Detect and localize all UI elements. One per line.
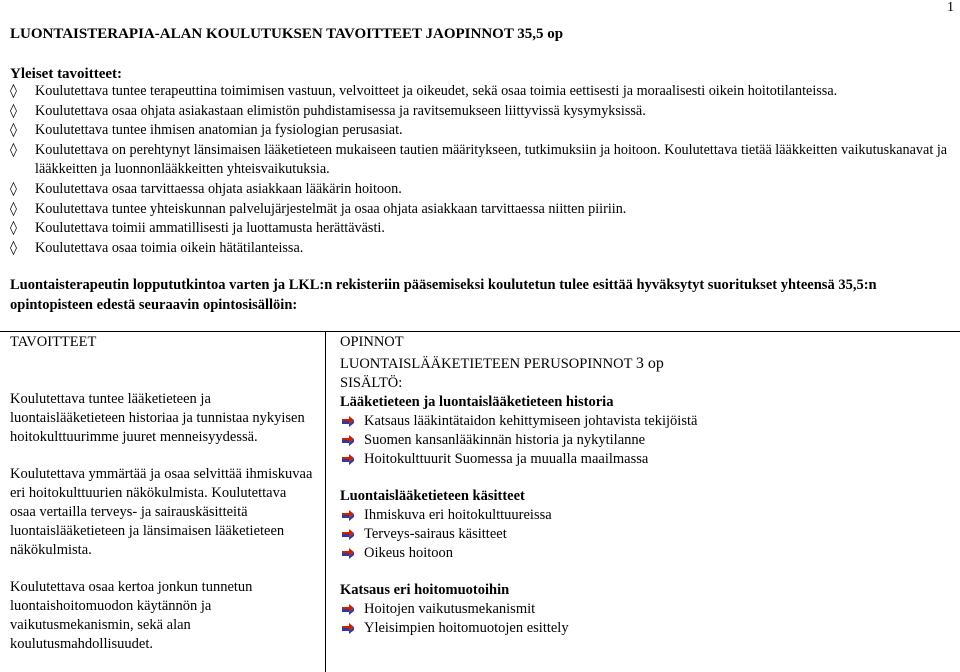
goals-column-header: TAVOITTEET [10,334,97,350]
course-credits: 3 op [635,355,664,372]
general-goal-text: Koulutettava tuntee yhteiskunnan palvelujärjestelmät ja osaa ohjata asiakkaan tarvittaessa niitten piiriin. [35,200,627,217]
general-goal-text: Koulutettava osaa toimia oikein hätätilanteissa. [35,239,304,256]
diamond-outline-icon: ◊ [10,102,17,119]
list-item [340,544,940,563]
diamond-outline-icon: ◊ [10,83,17,99]
section-list [340,600,940,638]
list-item-text: Terveys-sairaus käsitteet [364,526,507,542]
list-item [340,600,940,619]
arrow-bullet-icon [342,509,354,521]
diamond-outline-icon: ◊ [10,180,17,197]
list-item [340,431,940,450]
general-goal-item [10,239,955,259]
general-goal-text: Koulutettava on perehtynyt länsimaisen lääketieteen mukaiseen tautien määritykseen, tutkimuksiin ja hoitoon. Koulutettava tietää lääkkeitten vaikutuskanavat ja lääkkeitten ja luonnonlääkkeitten yhteisvaikutuksia. [35,141,948,178]
general-goal-item [10,141,955,180]
diamond-outline-icon: ◊ [10,220,17,237]
diamond-outline-icon: ◊ [10,141,17,158]
page-number: 1 [947,0,954,15]
intro-text: Luontaisterapeutin loppututkintoa varten ja LKL:n rekisteriin pääsemiseksi koulutetun tulee esittää hyväksytyt suoritukset yhteensä 35,5:n opintopisteen edestä seuraavin opintosisällöin: [10,277,877,313]
goals-column [10,333,315,654]
list-item [340,412,940,431]
list-item [340,450,940,469]
list-item-text: Ihmiskuva eri hoitokulttuureissa [364,507,552,523]
course-title [340,354,940,374]
diamond-outline-icon: ◊ [10,122,17,139]
studies-column [340,333,940,638]
list-item-text: Yleisimpien hoitomuotojen esittely [364,620,569,636]
table-column-divider [325,331,326,672]
general-goal-item [10,82,955,102]
general-goal-item [10,121,955,141]
general-goal-text: Koulutettava tuntee ihmisen anatomian ja fysiologian perusasiat. [35,122,403,139]
arrow-bullet-icon [342,434,354,446]
general-goals-list [10,82,955,258]
general-goal-item [10,102,955,122]
list-item-text: Hoitokulttuurit Suomessa ja muualla maailmassa [364,451,649,467]
general-goal-item [10,200,955,220]
arrow-bullet-icon [342,453,354,465]
list-item [340,525,940,544]
arrow-bullet-icon [342,603,354,615]
general-goal-item [10,180,955,200]
arrow-bullet-icon [342,528,354,540]
diamond-outline-icon: ◊ [10,239,17,256]
contents-label: SISÄLTÖ: [340,375,403,391]
list-item-text: Oikeus hoitoon [364,545,454,561]
general-goal-item [10,219,955,239]
general-goal-text: Koulutettava osaa ohjata asiakastaan elimistön puhdistamisessa ja ravitsemukseen liittyvissä kysymyksissä. [35,102,646,119]
section-list [340,506,940,563]
goal-paragraph: Koulutettava ymmärtää ja osaa selvittää ihmiskuvaa eri hoitokulttuurien näkökulmista. Koulutettava osaa vertailla terveys- ja sairauskäsitteitä luontaislääketieteen ja länsimaisen lääketieteen näkökulmista. [10,466,313,558]
list-item-text: Suomen kansanlääkinnän historia ja nykytilanne [364,432,646,448]
goal-paragraph: Koulutettava osaa kertoa jonkun tunnetun luontaishoitomuodon käytännön ja vaikutusmekanismin, sekä alan koulutusmahdollisuudet. [10,579,253,652]
general-goal-text: Koulutettava toimii ammatillisesti ja luottamusta herättävästi. [35,220,385,237]
course-title-text: LUONTAISLÄÄKETIETEEN PERUSOPINNOT [340,356,633,372]
studies-column-header: OPINNOT [340,334,404,350]
diamond-outline-icon: ◊ [10,200,17,217]
list-item [340,619,940,638]
list-item [340,506,940,525]
section-list [340,412,940,469]
general-goals-heading: Yleiset tavoitteet: [10,66,123,82]
arrow-bullet-icon [342,622,354,634]
goal-paragraph: Koulutettava tuntee lääketieteen ja luontaislääketieteen historiaa ja tunnistaa nykyisen hoitokulttuurimme juuret menneisyydessä. [10,391,305,445]
general-goal-text: Koulutettava osaa tarvittaessa ohjata asiakkaan lääkärin hoitoon. [35,180,402,197]
curriculum-table [0,331,960,672]
arrow-bullet-icon [342,415,354,427]
section-heading: Lääketieteen ja luontaislääketieteen historia [340,394,614,410]
table-top-border [0,331,960,332]
section-heading: Katsaus eri hoitomuotoihin [340,582,510,598]
document-title: LUONTAISTERAPIA-ALAN KOULUTUKSEN TAVOITTEET JAOPINNOT 35,5 op [10,26,564,42]
list-item-text: Katsaus lääkintätaidon kehittymiseen johtavista tekijöistä [364,413,698,429]
arrow-bullet-icon [342,547,354,559]
general-goal-text: Koulutettava tuntee terapeuttina toimimisen vastuun, velvoitteet ja oikeudet, sekä osaa toimia eettisesti ja moraalisesti oikein hoitotilanteissa. [35,83,838,99]
list-item-text: Hoitojen vaikutusmekanismit [364,601,536,617]
section-heading: Luontaislääketieteen käsitteet [340,488,525,504]
